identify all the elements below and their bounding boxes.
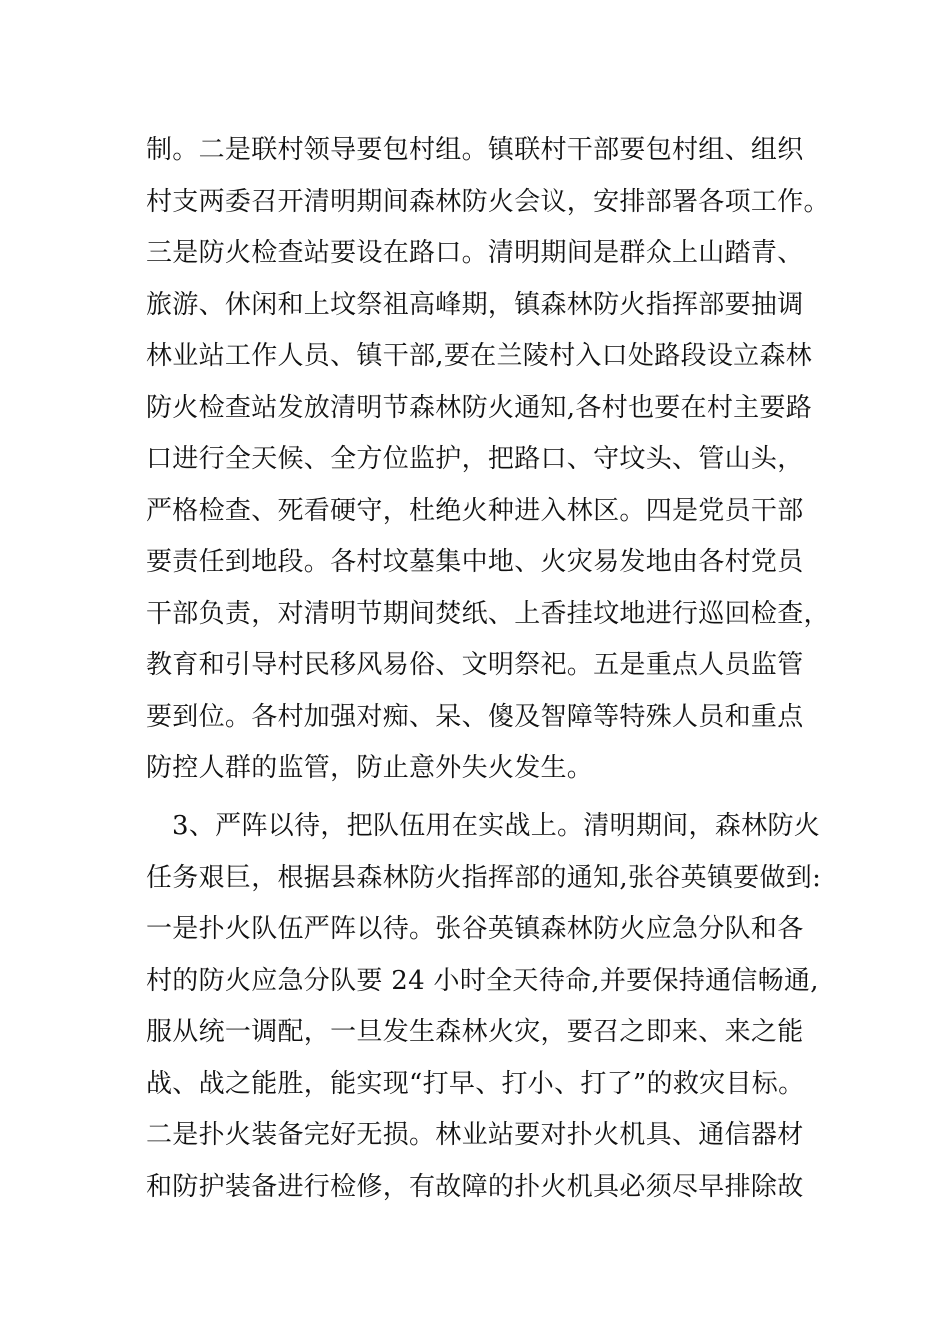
text-line-8: 严格检查、死看硬守，杜绝火种进入林区。四是党员干部 xyxy=(146,496,804,526)
text-line-13: 防控人群的监管，防止意外失火发生。 xyxy=(146,753,594,783)
text-line-17: 村的防火应急分队要 24 小时全天待命,并要保持通信畅通, xyxy=(146,966,819,996)
text-line-1: 制。二是联村领导要包村组。镇联村干部要包村组、组织 xyxy=(146,135,804,165)
text-line-5: 林业站工作人员、镇干部,要在兰陵村入口处路段设立森林 xyxy=(146,341,813,371)
text-line-18: 服从统一调配，一旦发生森林火灾，要召之即来、来之能 xyxy=(146,1017,804,1047)
text-line-10: 干部负责，对清明节期间焚纸、上香挂坟地进行巡回检查， xyxy=(146,599,830,629)
text-line-20: 二是扑火装备完好无损。林业站要对扑火机具、通信器材 xyxy=(146,1120,804,1150)
text-line-12: 要到位。各村加强对痴、呆、傻及智障等特殊人员和重点 xyxy=(146,702,804,732)
text-line-16: 一是扑火队伍严阵以待。张谷英镇森林防火应急分队和各 xyxy=(146,914,804,944)
text-line-4: 旅游、休闲和上坟祭祖高峰期，镇森林防火指挥部要抽调 xyxy=(146,290,804,320)
text-line-3: 三是防火检查站要设在路口。清明期间是群众上山踏青、 xyxy=(146,238,804,268)
paragraph-start-line: 3、严阵以待，把队伍用在实战上。清明期间，森林防火 xyxy=(172,811,821,841)
text-line-9: 要责任到地段。各村坟墓集中地、火灾易发地由各村党员 xyxy=(146,547,804,577)
text-line-6: 防火检查站发放清明节森林防火通知,各村也要在村主要路 xyxy=(146,393,813,423)
text-line-19: 战、战之能胜，能实现“打早、打小、打了”的救灾目标。 xyxy=(146,1069,805,1099)
text-line-21: 和防护装备进行检修，有故障的扑火机具必须尽早排除故 xyxy=(146,1172,804,1202)
text-line-11: 教育和引导村民移风易俗、文明祭祀。五是重点人员监管 xyxy=(146,650,804,680)
text-line-7: 口进行全天候、全方位监护，把路口、守坟头、管山头， xyxy=(146,444,804,474)
text-line-2: 村支两委召开清明期间森林防火会议，安排部署各项工作。 xyxy=(146,187,830,217)
text-line-15: 任务艰巨，根据县森林防火指挥部的通知,张谷英镇要做到: xyxy=(146,863,822,893)
